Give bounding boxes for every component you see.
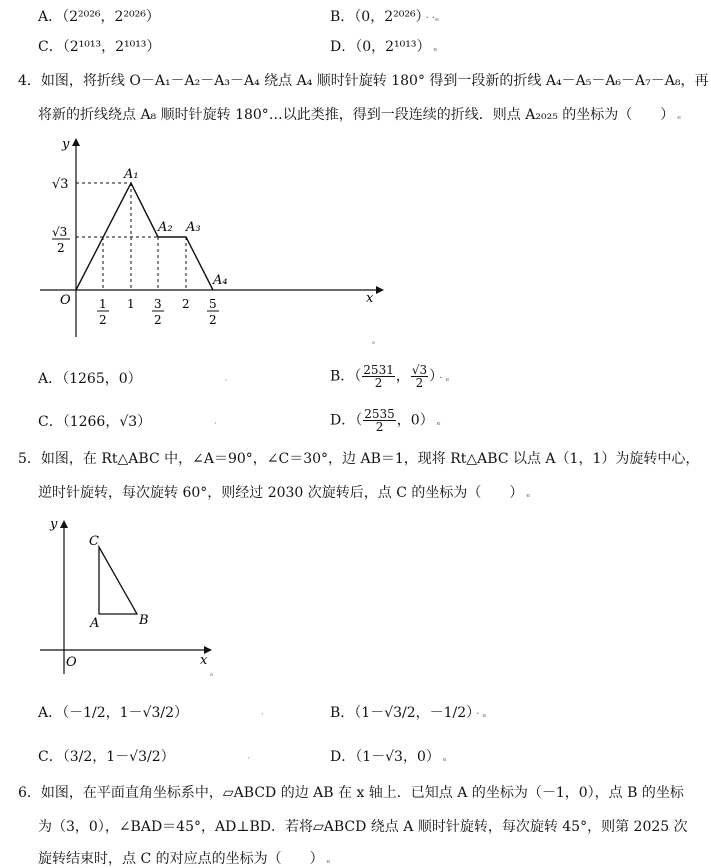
q5-figure (38, 514, 228, 679)
q4-option-b: B．（ $\frac{2531}{2}$ ， $\frac{√3}{2}$ ） · ₑ (330, 363, 450, 390)
q4-ytick-sqrt3: √3 (52, 177, 69, 192)
q4-point-a2: A₂ (158, 220, 173, 235)
q4-origin: O (60, 293, 71, 308)
q4-xtick-5: 5 (209, 297, 217, 311)
q6-stem-line1: 6．如图，在平面直角坐标系中，▱ABCD 的边 AB 在 x 轴上．已知点 A 的坐标为（－1，0），点 B 的坐标 (18, 785, 684, 801)
q5-option-d: D．（1－√3，0） ₑ (330, 749, 447, 765)
q4-y-label: y (62, 137, 70, 152)
svg-text:2: 2 (154, 313, 162, 327)
svg-text:ₑ: ₑ (210, 669, 214, 678)
q4-xtick-3: 3 (154, 297, 162, 311)
q4-figure (38, 132, 388, 347)
q4-ytick-half-num: √3 (52, 225, 68, 239)
q4-option-c: C．（1266，√3） · (38, 414, 217, 430)
q3-option-d: D．（0，2¹⁰¹³） ₑ (330, 39, 438, 55)
q4-stem-line2: 将新的折线绕点 A₈ 顺时针旋转 180°…以此类推，得到一段连续的折线．则点 A₂₀₂₅ 的坐标为（ ） ₑ (38, 107, 682, 123)
q5-stem-line2: 逆时针旋转，每次旋转 60°，则经过 2030 次旋转后，点 C 的坐标为（ ） ₑ (38, 485, 531, 501)
q3-option-c: C．（2¹⁰¹³，2¹⁰¹³） (38, 39, 161, 55)
svg-text:O: O (66, 655, 77, 670)
q6-stem-line3: 旋转结束时，点 C 的对应点的坐标为（ ） ₑ (38, 851, 331, 867)
q4-point-a1: A₁ (124, 167, 139, 182)
q4-xtick-2: 1 (127, 297, 135, 311)
q4-y-arrow (72, 138, 80, 146)
q5-point-c: C (89, 534, 99, 549)
q5-option-c: C．（3/2，1－√3/2） · (38, 749, 251, 765)
q3-option-b: B．（0，2²⁰²⁶） · ·ₑ (330, 9, 439, 25)
q4-option-d: D．（ $\frac{2535}{2}$ ，0） ₑ (330, 407, 441, 434)
q3-option-a: A．（2²⁰²⁶，2²⁰²⁶） (38, 9, 160, 25)
q4-stem-line1: 4．如图，将折线 O－A₁－A₂－A₃－A₄ 绕点 A₄ 顺时针旋转 180° 得到一段新的折线 A₄－A₅－A₆－A₇－A₈，再 (18, 73, 709, 89)
svg-text:2: 2 (209, 313, 217, 327)
q4-xtick-1: 1 (99, 297, 107, 311)
svg-text:2: 2 (99, 313, 107, 327)
svg-text:ₑ: ₑ (372, 337, 376, 346)
q4-point-a3: A₃ (186, 220, 201, 235)
q4-point-a4: A₄ (213, 273, 228, 288)
q4-ytick-half-den: 2 (57, 241, 65, 255)
q4-xtick-4: 2 (182, 297, 190, 311)
q6-stem-line2: 为（3，0），∠BAD＝45°，AD⊥BD．若将▱ABCD 绕点 A 顺时针旋转，每次旋转 45°，则第 2025 次 (38, 819, 688, 835)
svg-text:y: y (50, 517, 58, 532)
q4-x-label: x (366, 291, 374, 306)
q5-option-b: B．（1－√3/2，－1/2） · ₑ (330, 705, 487, 721)
q5-option-a: A．（－1/2，1－√3/2） · (38, 705, 264, 721)
q4-x-arrow (376, 286, 384, 294)
q5-triangle (99, 547, 137, 614)
svg-text:x: x (200, 653, 208, 668)
q4-option-a: A．（1265，0） · (38, 371, 228, 387)
q5-point-a: A (90, 616, 100, 631)
q5-point-b: B (139, 613, 149, 628)
q5-stem-line1: 5．如图，在 Rt△ABC 中，∠A＝90°，∠C＝30°，边 AB＝1，现将 Rt△ABC 以点 A（1，1）为旋转中心， (18, 451, 700, 467)
